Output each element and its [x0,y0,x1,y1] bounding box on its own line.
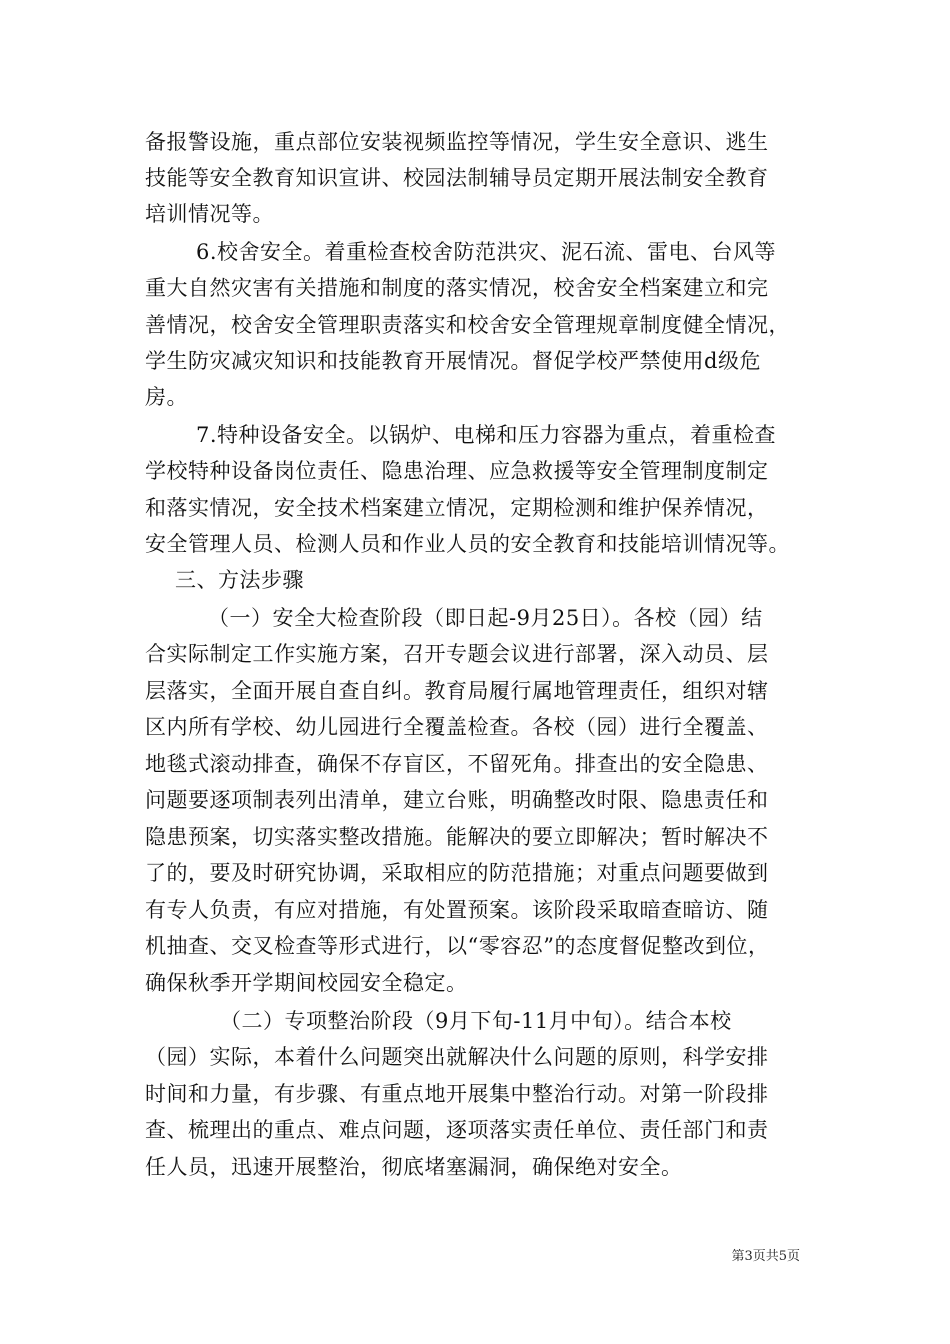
text-line: （一）安全大检查阶段（即日起-9月25日）。各校（园）结 [208,606,763,630]
text-line: （二）专项整治阶段（9月下旬-11月中旬）。结合本校 [220,1009,732,1033]
text-line: 备报警设施，重点部位安装视频监控等情况，学生安全意识、逃生 [145,130,769,154]
text-line: 任人员，迅速开展整治，彻底堵塞漏洞，确保绝对安全。 [145,1155,683,1179]
page-number: 第3页共5页 [731,1249,800,1264]
text-line: 隐患预案，切实落实整改措施。能解决的要立即解决；暂时解决不 [145,825,769,849]
text-line: 时间和力量，有步骤、有重点地开展集中整治行动。对第一阶段排 [145,1082,769,1106]
text-line: 安全管理人员、检测人员和作业人员的安全教育和技能培训情况等。 [145,532,790,556]
text-line: 合实际制定工作实施方案，召开专题会议进行部署，深入动员、层 [145,642,769,666]
text-line: 和落实情况，安全技术档案建立情况，定期检测和维护保养情况， [145,496,769,520]
text-line: 机抽查、交叉检查等形式进行，以“零容忍”的态度督促整改到位， [145,934,770,958]
text-line: 地毯式滚动排查，确保不存盲区，不留死角。排查出的安全隐患、 [145,752,769,776]
text-line: 培训情况等。 [145,202,274,226]
text-line: 6.校舍安全。着重检查校舍防范洪灾、泥石流、雷电、台风等 [196,240,777,264]
text-line: 查、梳理出的重点、难点问题，逐项落实责任单位、责任部门和责 [145,1118,769,1142]
text-line: （园）实际，本着什么问题突出就解决什么问题的原则，科学安排 [145,1045,769,1069]
text-line: 了的，要及时研究协调，采取相应的防范措施；对重点问题要做到 [145,861,769,885]
text-line: 技能等安全教育知识宣讲、校园法制辅导员定期开展法制安全教育 [145,166,769,190]
text-line: 善情况，校舍安全管理职责落实和校舍安全管理规章制度健全情况， [145,313,790,337]
text-line: 学校特种设备岗位责任、隐患治理、应急救援等安全管理制度制定 [145,459,769,483]
text-line: 区内所有学校、幼儿园进行全覆盖检查。各校（园）进行全覆盖、 [145,715,769,739]
text-line: 7.特种设备安全。以锅炉、电梯和压力容器为重点，着重检查 [196,423,777,447]
text-line: 层落实，全面开展自查自纠。教育局履行属地管理责任，组织对辖 [145,679,769,703]
text-line: 确保秋季开学期间校园安全稳定。 [145,971,468,995]
text-line: 有专人负责，有应对措施，有处置预案。该阶段采取暗查暗访、随 [145,898,769,922]
text-line: 问题要逐项制表列出清单，建立台账，明确整改时限、隐患责任和 [145,788,769,812]
text-line: 重大自然灾害有关措施和制度的落实情况，校舍安全档案建立和完 [145,276,769,300]
text-line: 房。 [145,385,188,409]
section-heading: 三、方法步骤 [175,568,304,592]
text-line: 学生防灾减灾知识和技能教育开展情况。督促学校严禁使用d级危 [145,349,761,373]
